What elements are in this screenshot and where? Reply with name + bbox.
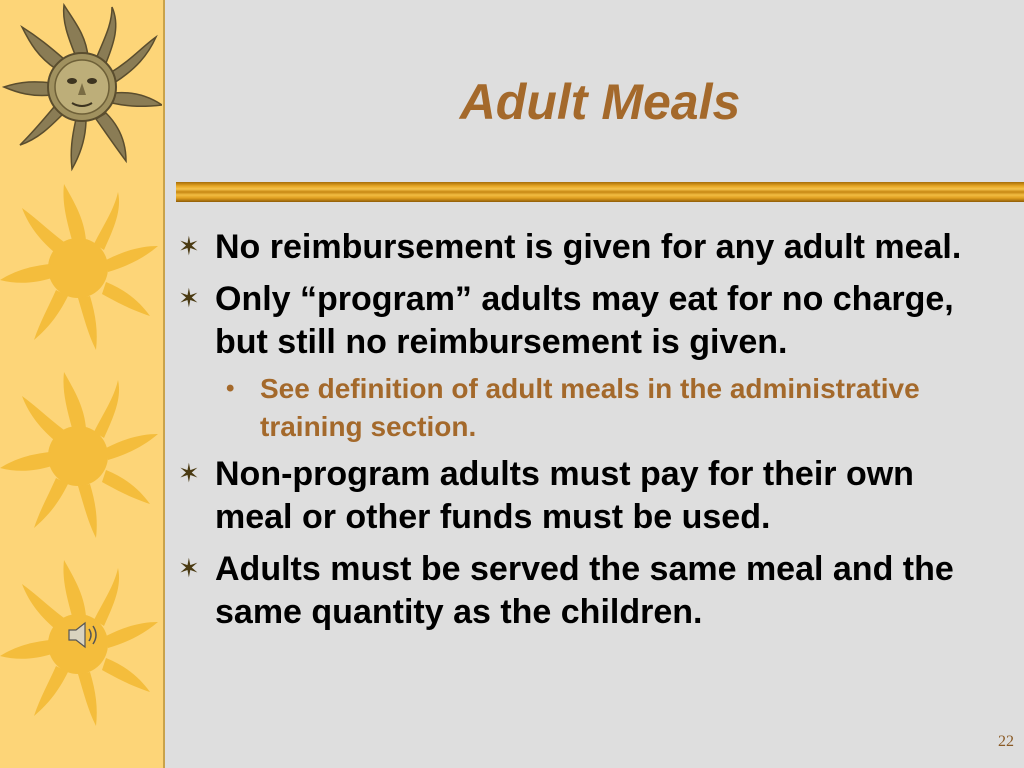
sub-bullet-text: See definition of adult meals in the administrative training section.	[260, 373, 920, 442]
slide-title: Adult Meals	[459, 74, 741, 130]
dot-bullet-icon: •	[226, 375, 235, 402]
bullet-item	[178, 453, 988, 539]
star-bullet-icon: ✶	[178, 554, 200, 584]
bullet-item	[178, 226, 988, 269]
sun-icon	[0, 368, 160, 538]
bullet-item	[178, 278, 988, 364]
speaker-icon[interactable]	[66, 620, 102, 650]
slide-number: 22	[998, 733, 1014, 750]
bullet-item	[178, 548, 988, 634]
sun-icon	[0, 180, 160, 350]
bullet-text: Non-program adults must pay for their own meal or other funds must be used.	[215, 455, 914, 536]
slide-body	[178, 226, 988, 643]
sun-sidebar	[0, 0, 165, 768]
star-bullet-icon: ✶	[178, 232, 200, 262]
sun-face-icon	[2, 2, 162, 172]
bullet-text: No reimbursement is given for any adult meal.	[215, 228, 962, 266]
star-bullet-icon: ✶	[178, 284, 200, 314]
bullet-text: Adults must be served the same meal and the same quantity as the children.	[215, 550, 954, 631]
bullet-text: Only “program” adults may eat for no charge, but still no reimbursement is given.	[215, 280, 954, 361]
star-bullet-icon: ✶	[178, 459, 200, 489]
sub-bullet-item	[178, 370, 988, 446]
title-divider	[176, 182, 1024, 202]
